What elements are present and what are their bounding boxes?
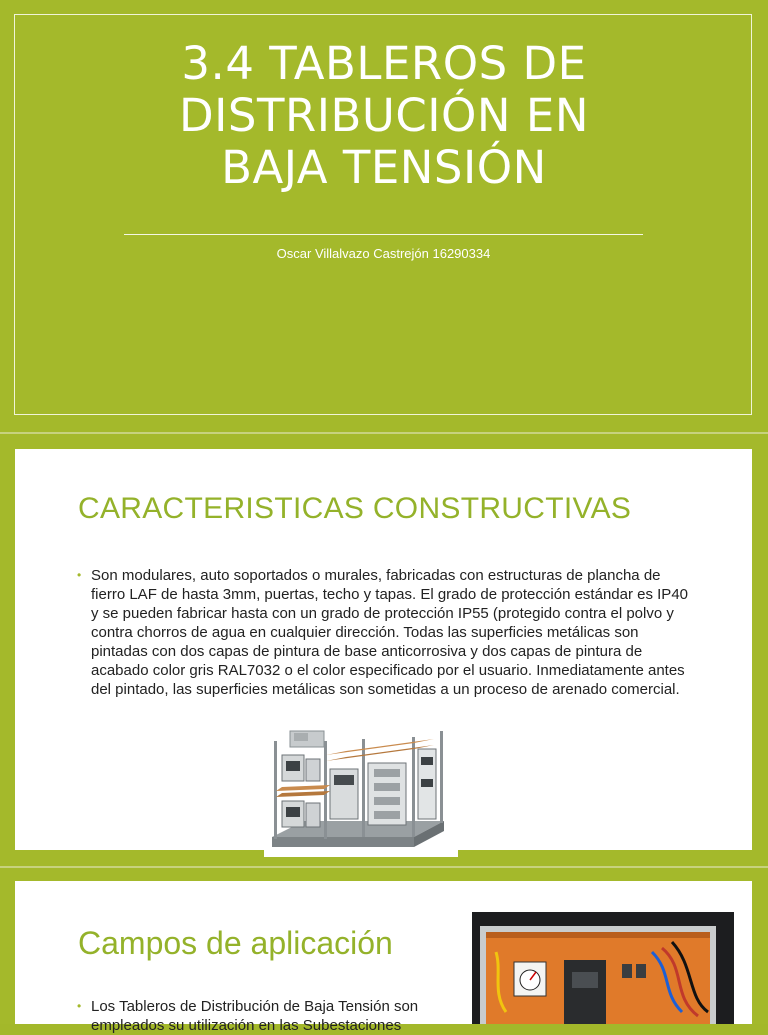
bullet-text: Los Tableros de Distribución de Baja Tensión son empleados su utilización en las Subestaciones (91, 998, 419, 1034)
bullet-icon: • (77, 568, 82, 582)
slide-title (40, 38, 728, 194)
title-line-1: 3.4 TABLEROS DE (181, 37, 587, 90)
author-line: Oscar Villalvazo Castrejón 16290334 (276, 246, 491, 261)
bullet-text: Son modulares, auto soportados o murales, fabricadas con estructuras de plancha de fierro LAF de hasta 3mm, puertas, techo y tapas. El grado de protección estándar es IP40 y se pueden fabricar hasta con un grado de protección IP55 (protegido contra el polvo y contra chorros de agua en cualquier dirección. Todas las superficies metálicas son pintadas con dos capas de pintura de base anticorrosiva y dos capas de pintura de acabado color gris RAL7032 o el color especificado por el usuario. Inmediatamente antes del pintado, las superficies metálicas son sometidas a un proceso de arenado comercial. (91, 567, 688, 698)
bullet-item (77, 997, 437, 1035)
section-heading: CARACTERISTICAS CONSTRUCTIVAS (78, 492, 632, 525)
application-fields-slide (15, 881, 752, 1034)
title-slide (0, 0, 768, 432)
bullet-item (77, 566, 692, 699)
title-divider (124, 234, 643, 235)
distribution-panel-photo (472, 912, 734, 1024)
bullet-icon: • (77, 999, 82, 1013)
title-line-2: DISTRIBUCIÓN EN (179, 89, 589, 142)
constructive-features-slide (15, 449, 752, 850)
switchboard-image (264, 729, 458, 857)
title-line-3: BAJA TENSIÓN (221, 141, 547, 194)
section-heading: Campos de aplicación (78, 925, 393, 961)
